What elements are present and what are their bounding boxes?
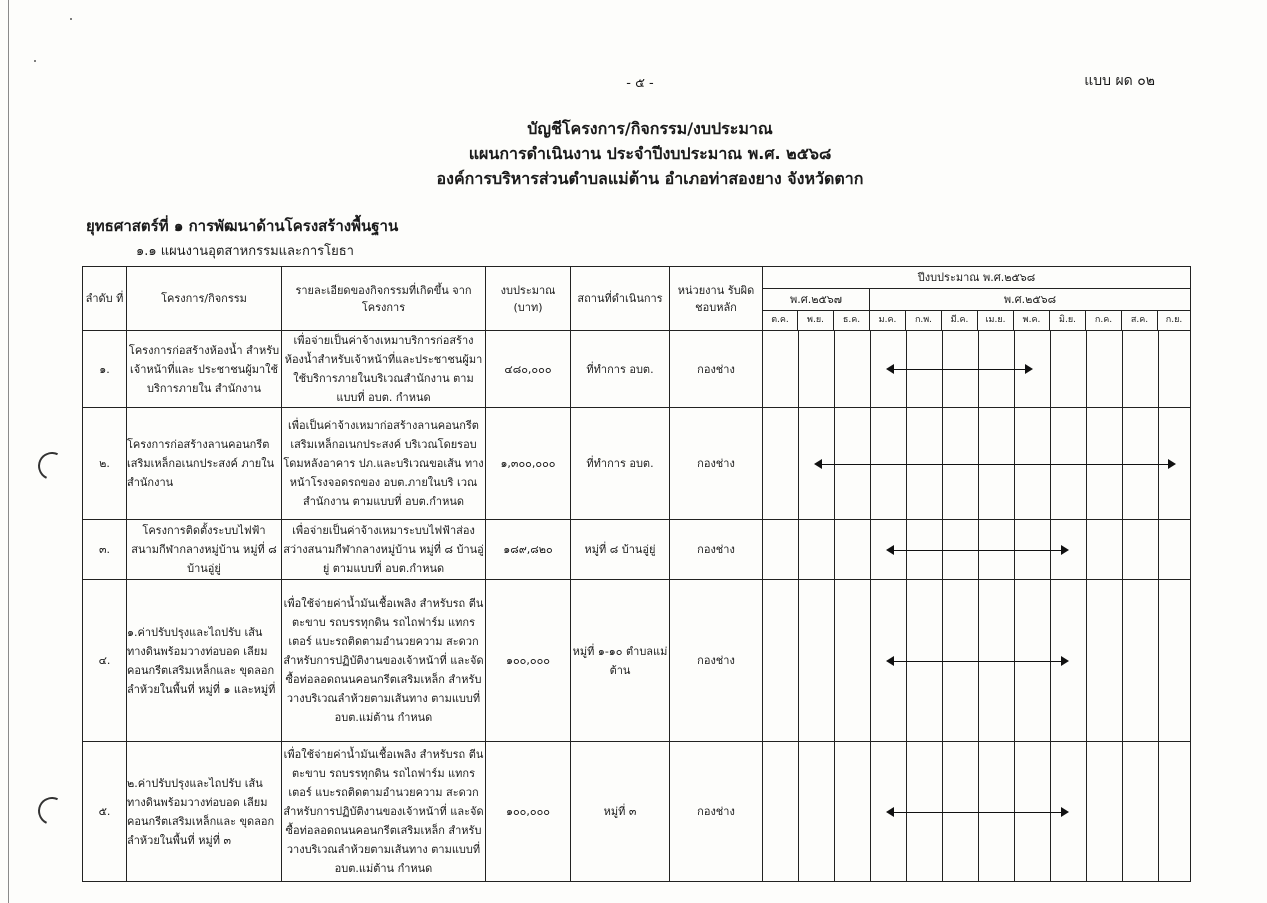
month-gridline <box>1158 742 1159 881</box>
arrow-head-left <box>886 807 894 817</box>
strategy-heading: ยุทธศาสตร์ที่ ๑ การพัฒนาด้านโครงสร้างพื้นฐาน <box>86 217 399 235</box>
page-number: - ๕ - <box>626 76 654 91</box>
month-gridline <box>870 331 871 407</box>
month-gridline <box>1122 331 1123 407</box>
month-jan: ม.ค. <box>870 311 906 331</box>
row-unit: กองช่าง <box>670 408 763 520</box>
month-sep: ก.ย. <box>1158 311 1191 331</box>
row-detail: เพื่อใช้จ่ายค่าน้ำมันเชื้อเพลิง สำหรับรถ ตีนตะขาบ รถบรรทุกดิน รถไถฟาร์ม แทกรเตอร์ แบะรถติดตามอำนวยความ สะดวกสำหรับการปฏิบัติงานของเจ้าหน้าที่ และจัดซื้อท่อลอดถนนคอนกรีตเสริมเหล็ก สำหรับวางบริเวณลำห้วยตามเส้นทาง ตามแบบที่ อบต.แม่ต้าน กำหนด <box>282 742 486 882</box>
month-gridline <box>1086 520 1087 579</box>
table-header <box>83 267 1191 331</box>
month-jun: มิ.ย. <box>1050 311 1086 331</box>
header-year-2568: พ.ศ.๒๕๖๘ <box>870 289 1191 311</box>
row-project: ๑.ค่าปรับปรุงและไถปรับ เส้นทางดินพร้อมวางท่อบอด เลียมคอนกรีตเสริมเหล็กและ ขุดลอกลำห้วยในพื้นที่ หมู่ที่ ๑ และหมู่ที่ <box>127 580 282 742</box>
month-gridline <box>870 742 871 881</box>
month-gridline <box>1122 580 1123 741</box>
header-budget: งบประมาณ (บาท) <box>486 267 571 331</box>
table-row <box>83 580 1191 742</box>
project-table <box>82 266 1191 882</box>
month-gridline <box>1158 520 1159 579</box>
arrow-line <box>816 464 1174 465</box>
punch-hole <box>34 793 70 829</box>
arrow-line <box>888 661 1067 662</box>
month-may: พ.ค. <box>1014 311 1050 331</box>
scan-speck <box>34 60 36 62</box>
month-gridline <box>870 580 871 741</box>
row-location: หมู่ที่ ๘ บ้านอู่ยู่ <box>571 520 670 580</box>
header-unit: หน่วยงาน รับผิดชอบหลัก <box>670 267 763 331</box>
document-subtitle: แผนการดำเนินงาน ประจำปีงบประมาณ พ.ศ. ๒๕๖๘ <box>468 144 832 163</box>
month-gridline <box>834 742 835 881</box>
row-detail: เพื่อเป็นค่าจ้างเหมาก่อสร้างลานคอนกรีต เสริมเหล็กอเนกประสงค์ บริเวณโดยรอบ โดมหลังอาคาร ปภ.และบริเวณขอเส้น ทางหน้าโรงจอดรถของ อบต.ภายในบริ เวณสำนักงาน ตามแบบที่ อบต.กำหนด <box>282 408 486 520</box>
arrow-head-left <box>886 545 894 555</box>
month-oct: ต.ค. <box>763 311 798 331</box>
month-gridline <box>1122 520 1123 579</box>
document-titles <box>0 116 1267 191</box>
header-no: ลำดับ ที่ <box>83 267 127 331</box>
month-gridline <box>834 520 835 579</box>
row-no: ๔. <box>83 580 127 742</box>
month-gridline <box>798 331 799 407</box>
arrow-head-right <box>1061 545 1069 555</box>
row-detail: เพื่อจ่ายเป็นค่าจ้างเหมาบริการก่อสร้าง ห้องน้ำสำหรับเจ้าหน้าที่และประชาชนผู้มา ใช้บริการภายในบริเวณสำนักงาน ตาม แบบที่ อบต. กำหนด <box>282 331 486 408</box>
month-apr: เม.ย. <box>978 311 1014 331</box>
row-budget: ๑,๓๐๐,๐๐๐ <box>486 408 571 520</box>
month-gridline <box>798 742 799 881</box>
table-row <box>83 742 1191 882</box>
arrow-head-right <box>1061 807 1069 817</box>
row-unit: กองช่าง <box>670 331 763 408</box>
table-row <box>83 408 1191 520</box>
month-gridline <box>1158 580 1159 741</box>
month-gridline <box>870 520 871 579</box>
month-gridline <box>1050 331 1051 407</box>
row-budget: ๔๘๐,๐๐๐ <box>486 331 571 408</box>
row-unit: กองช่าง <box>670 742 763 882</box>
month-gridline <box>798 408 799 519</box>
row-location: ที่ทำการ อบต. <box>571 408 670 520</box>
arrow-line <box>888 812 1067 813</box>
arrow-head-left <box>886 656 894 666</box>
document-title: บัญชีโครงการ/กิจกรรม/งบประมาณ <box>527 119 773 138</box>
header-location: สถานที่ดำเนินการ <box>571 267 670 331</box>
header-project: โครงการ/กิจกรรม <box>127 267 282 331</box>
row-project: โครงการก่อสร้างลานคอนกรีต เสริมเหล็กอเนกประสงค์ ภายในสำนักงาน <box>127 408 282 520</box>
plan-heading: ๑.๑ แผนงานอุตสาหกรรมและการโยธา <box>136 244 354 259</box>
row-no: ๑. <box>83 331 127 408</box>
month-nov: พ.ย. <box>798 311 834 331</box>
month-gridline <box>1086 331 1087 407</box>
row-project: โครงการก่อสร้างห้องน้ำ สำหรับเจ้าหน้าที่และ ประชาชนผู้มาใช้บริการภายใน สำนักงาน <box>127 331 282 408</box>
arrow-head-left <box>814 459 822 469</box>
row-schedule <box>763 331 1191 408</box>
row-budget: ๑๐๐,๐๐๐ <box>486 742 571 882</box>
month-gridline <box>834 331 835 407</box>
row-schedule <box>763 742 1191 882</box>
row-project: โครงการติดตั้งระบบไฟฟ้า สนามกีฬากลางหมู่บ้าน หมู่ที่ ๘ บ้านอู่ยู่ <box>127 520 282 580</box>
month-gridline <box>1086 580 1087 741</box>
row-schedule <box>763 580 1191 742</box>
arrow-head-left <box>886 364 894 374</box>
arrow-head-right <box>1025 364 1033 374</box>
month-aug: ส.ค. <box>1122 311 1158 331</box>
month-mar: มี.ค. <box>942 311 978 331</box>
row-schedule <box>763 520 1191 580</box>
row-unit: กองช่าง <box>670 520 763 580</box>
month-gridline <box>1158 331 1159 407</box>
arrow-head-right <box>1061 656 1069 666</box>
row-project: ๒.ค่าปรับปรุงและไถปรับ เส้นทางดินพร้อมวางท่อบอด เลียมคอนกรีตเสริมเหล็กและ ขุดลอกลำห้วยในพื้นที่ หมู่ที่ ๓ <box>127 742 282 882</box>
form-code: แบบ ผด ๐๒ <box>1084 73 1155 89</box>
row-budget: ๑๐๐,๐๐๐ <box>486 580 571 742</box>
row-no: ๕. <box>83 742 127 882</box>
row-location: หมู่ที่ ๓ <box>571 742 670 882</box>
month-gridline <box>798 580 799 741</box>
punch-hole <box>34 448 70 484</box>
month-jul: ก.ค. <box>1086 311 1122 331</box>
table-row <box>83 520 1191 580</box>
month-feb: ก.พ. <box>906 311 942 331</box>
row-location: หมู่ที่ ๑-๑๐ ตำบลแม่ต้าน <box>571 580 670 742</box>
month-gridline <box>798 520 799 579</box>
month-gridline <box>1086 742 1087 881</box>
header-fiscal-year: ปีงบประมาณ พ.ศ.๒๕๖๘ <box>763 267 1191 289</box>
month-gridline <box>834 580 835 741</box>
scan-speck <box>70 18 72 20</box>
header-detail: รายละเอียดของกิจกรรมที่เกิดขึ้น จากโครงการ <box>282 267 486 331</box>
arrow-line <box>888 550 1067 551</box>
month-gridline <box>1122 742 1123 881</box>
row-detail: เพื่อใช้จ่ายค่าน้ำมันเชื้อเพลิง สำหรับรถ ตีนตะขาบ รถบรรทุกดิน รถไถฟาร์ม แทกรเตอร์ แบะรถติดตามอำนวยความ สะดวกสำหรับการปฏิบัติงานของเจ้าหน้าที่ และจัดซื้อท่อลอดถนนคอนกรีตเสริมเหล็ก สำหรับวางบริเวณลำห้วยตามเส้นทาง ตามแบบที่ อบต.แม่ต้าน กำหนด <box>282 580 486 742</box>
row-budget: ๑๘๙,๘๒๐ <box>486 520 571 580</box>
organization-title: องค์การบริหารส่วนตำบลแม่ต้าน อำเภอท่าสองยาง จังหวัดตาก <box>436 169 864 188</box>
row-schedule <box>763 408 1191 520</box>
table-row <box>83 331 1191 408</box>
month-dec: ธ.ค. <box>834 311 870 331</box>
header-year-2567: พ.ศ.๒๕๖๗ <box>763 289 870 311</box>
arrow-line <box>888 369 1031 370</box>
row-detail: เพื่อจ่ายเป็นค่าจ้างเหมาระบบไฟฟ้าส่อง สว่างสนามกีฬากลางหมู่บ้าน หมู่ที่ ๘ บ้านอู่ยู่ ตามแบบที่ อบต.กำหนด <box>282 520 486 580</box>
row-no: ๒. <box>83 408 127 520</box>
row-location: ที่ทำการ อบต. <box>571 331 670 408</box>
arrow-head-right <box>1168 459 1176 469</box>
row-no: ๓. <box>83 520 127 580</box>
row-unit: กองช่าง <box>670 580 763 742</box>
